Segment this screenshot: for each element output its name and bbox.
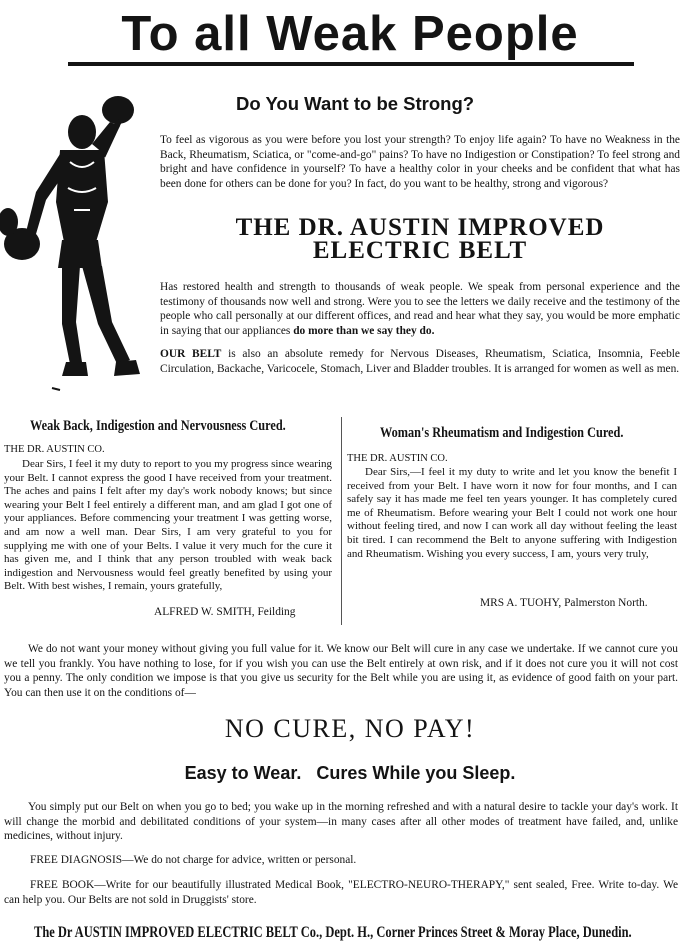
restored-text: Has restored health and strength to thousands of weak people. We speak from personal experience and the testimony of thousands now well and strong. Were you to see the letters we daily receive and the testimony of the people who call personally at our different offices, and read and hear what they say, you would be more emphatic in saying that our appliances <box>160 281 680 337</box>
subheadline: Do You Want to be Strong? <box>236 93 475 114</box>
testimonial-2-body: Dear Sirs,—I feel it my duty to write and let you know the benefit I received from your Belt. I have worn it now for four months, and I can safely say it has made me feel ten years younger. It has completely cured me of Rheumatism. Before wearing your Belt I could not work one hour without feeling tired, and now I can work all day without feeling the least bit tired. I can recommend the Belt to anyone suffering with Indigestion and Rheumatism. Wishing you every success, I am, yours very truly, <box>347 466 677 560</box>
our-belt-text: is also an absolute remedy for Nervous Diseases, Rheumatism, Sciatica, Insomnia, Feeble Circulation, Backache, Varicocele, Stomach, Liver and Bladder troubles. It is arranged for women as well as men. <box>160 348 680 375</box>
brand-title <box>160 216 680 262</box>
headline-rule <box>68 62 634 66</box>
strongman-illustration <box>0 92 150 392</box>
free-diagnosis: FREE DIAGNOSIS—We do not charge for advice, written or personal. <box>30 854 357 866</box>
intro-paragraph: To feel as vigorous as you were before you lost your strength? To enjoy life again? To have no Weakness in the Back, Rheumatism, Sciatica, or "come-and-go" pains? To have no Indigestion or Constipation? To feel strong and bright and have confidence in yourself? To have a healthy color in your cheeks and be confident that what has been done for others can be done for you? In fact, do you want to be healthy, strong and vigorous? <box>160 134 680 190</box>
guarantee-paragraph: We do not want your money without giving you full value for it. We know our Belt will cure in any case we undertake. If we cannot cure you we tell you frankly. You have nothing to lose, for if you wish you can use the Belt entirely at own risk, and if it does not cure you it will not cost you a penny. The only condition we impose is that you give us security for the Belt while you are using it, as evidence of good faith on your part. You can then use it on the conditions of— <box>4 643 678 699</box>
testimonial-2-heading: Woman's Rheumatism and Indigestion Cured. <box>380 425 624 441</box>
brand-line-2: ELECTRIC BELT <box>312 237 528 264</box>
easy-to-wear: Easy to Wear. Cures While you Sleep. <box>184 763 516 783</box>
no-cure-no-pay: NO CURE, NO PAY! <box>224 714 476 743</box>
our-belt-paragraph <box>160 347 680 376</box>
free-book: FREE BOOK—Write for our beautifully illustrated Medical Book, "ELECTRO-NEURO-THERAPY," sent sealed, Free. Write to-day. We can help you. Our Belts are not sold in Druggists' store. <box>4 879 678 906</box>
headline: To all Weak People <box>121 7 579 61</box>
our-belt-lead: OUR BELT <box>160 348 222 360</box>
brand-line-1: THE DR. AUSTIN IMPROVED <box>235 214 605 241</box>
testimonial-2-signature: MRS A. TUOHY, Palmerston North. <box>480 597 648 609</box>
testimonial-1-body: Dear Sirs, I feel it my duty to report to you my progress since wearing your Belt. I cannot express the good I have received from your treatment. The aches and pains I felt after my day's work nobody knows; but since wearing your Belt I feel entirely a different man, and am glad I got one of your appliances. Before commencing your treatment I was getting worse, and am now a well man. Dear Sirs, I am very grateful to you for supplying me with one of your Belts. I value it very much for the cure it has given me, and I think that any person troubled with weak back indigestion and Nervousness would feel greatly benefited by using your Belt. With best wishes, I remain, yours gratefully, <box>4 458 332 593</box>
column-divider <box>341 417 342 625</box>
restored-paragraph <box>160 280 680 338</box>
restored-emphasis: do more than we say they do. <box>293 324 435 337</box>
testimonial-2-addressee: THE DR. AUSTIN CO. <box>347 453 448 464</box>
testimonial-1-signature: ALFRED W. SMITH, Feilding <box>154 606 296 618</box>
footer-address: The Dr AUSTIN IMPROVED ELECTRIC BELT Co., Dept. H., Corner Princes Street & Moray Place, Dunedin. <box>34 924 632 941</box>
testimonial-1-heading: Weak Back, Indigestion and Nervousness Cured. <box>30 418 286 434</box>
usage-paragraph: You simply put our Belt on when you go to bed; you wake up in the morning refreshed and with a natural desire to tackle your day's work. It will change the morbid and debilitated conditions of your system—in many cases after all other modes of treatment have failed, and, unlike medicines, without injury. <box>4 801 678 842</box>
testimonial-1-addressee: THE DR. AUSTIN CO. <box>4 444 105 455</box>
